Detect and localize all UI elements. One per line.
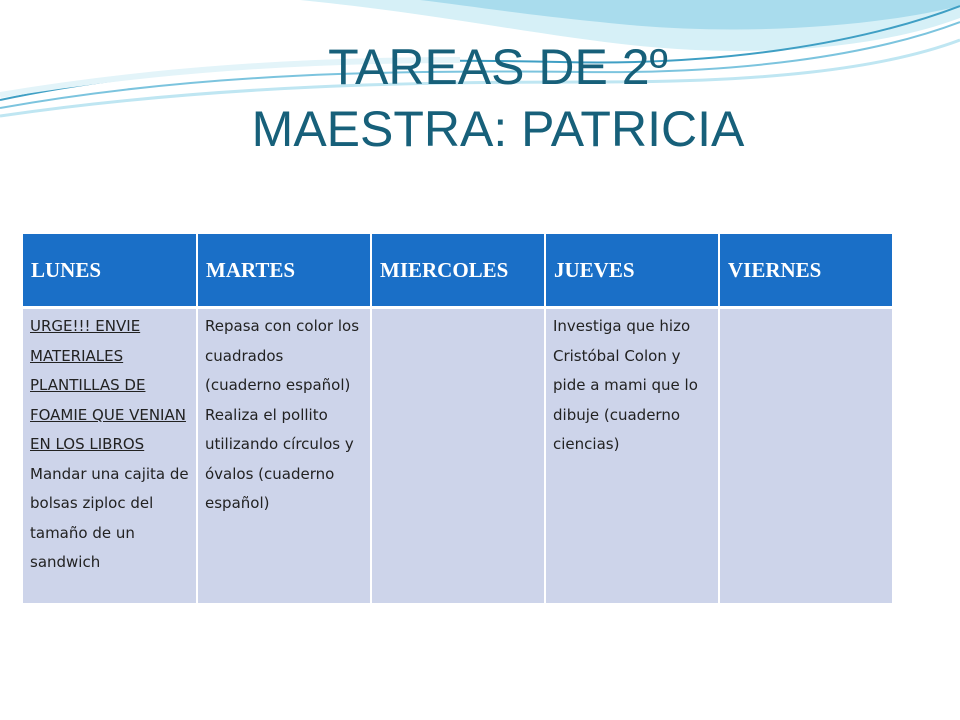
header-viernes: VIERNES: [719, 234, 892, 308]
cell-martes: [197, 308, 371, 604]
header-martes: MARTES: [197, 234, 371, 308]
header-miercoles: MIERCOLES: [371, 234, 545, 308]
title-line-2: MAESTRA: PATRICIA: [251, 101, 745, 157]
martes-task-2: Realiza el pollito utilizando círculos y óvalos (cuaderno español): [205, 405, 354, 512]
table-row: [23, 308, 892, 604]
cell-viernes: [719, 308, 892, 604]
table-header-row: [23, 234, 892, 308]
slide-title: [0, 36, 960, 160]
header-jueves: JUEVES: [545, 234, 719, 308]
martes-task-1: Repasa con color los cuadrados (cuaderno español): [205, 317, 360, 394]
title-line-1: TAREAS DE 2º: [328, 39, 668, 95]
weekly-homework-table: [23, 234, 892, 603]
lunes-urgent-note: URGE!!! ENVIE MATERIALES PLANTILLAS DE FOAMIE QUE VENIAN EN LOS LIBROS: [30, 317, 186, 453]
header-lunes: LUNES: [23, 234, 197, 308]
cell-miercoles: [371, 308, 545, 604]
cell-lunes: [23, 308, 197, 604]
cell-jueves: Investiga que hizo Cristóbal Colon y pide a mami que lo dibuje (cuaderno ciencias): [545, 308, 719, 604]
lunes-note: Mandar una cajita de bolsas ziploc del tamaño de un sandwich: [30, 464, 189, 571]
